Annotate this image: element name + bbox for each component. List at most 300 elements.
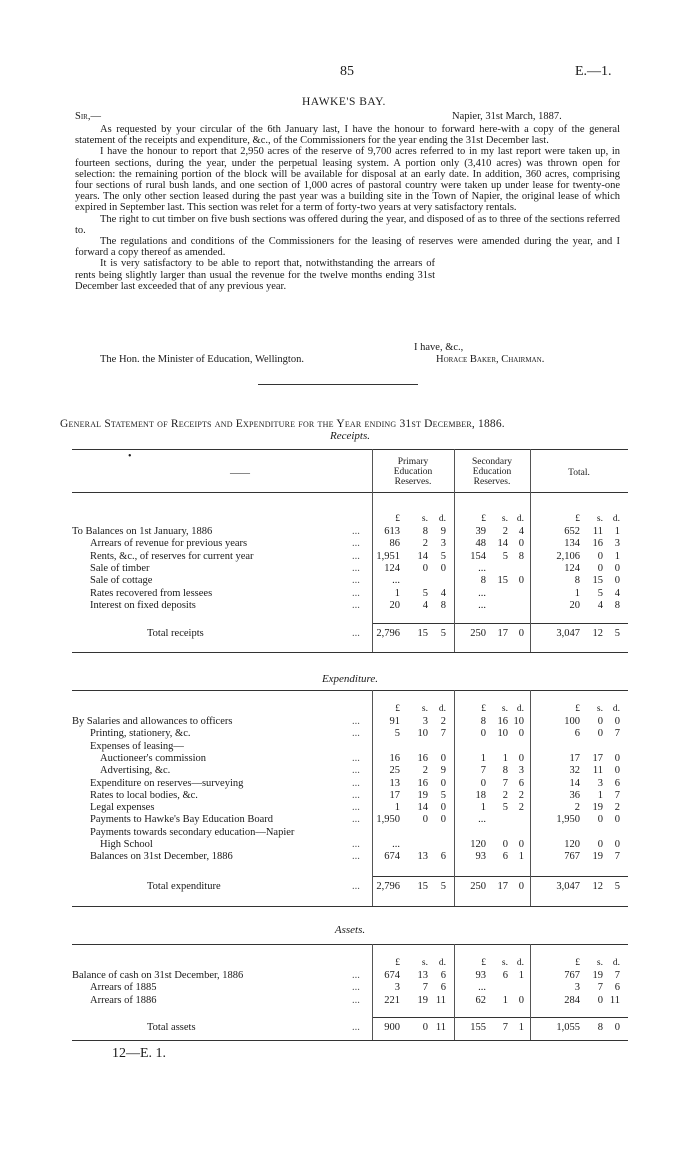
amount-pounds: 767 <box>564 970 580 981</box>
column-separator <box>530 690 531 906</box>
amount-pounds: 1,951 <box>376 550 400 562</box>
amount-shillings: 17 <box>497 628 508 639</box>
amount-pounds: 3 <box>574 982 580 994</box>
paragraph: The regulations and conditions of the Commissioners for the leasing of reserves were amended during the year, and I forward a copy thereof as amended. <box>75 236 620 259</box>
column-separator <box>372 944 373 1040</box>
leader-dots: ... <box>352 814 360 826</box>
amount-pounds: 93 <box>475 851 486 863</box>
amount-pounds: 2 <box>574 802 580 814</box>
total-column-header: Total. <box>568 468 590 478</box>
amount-shillings: 2 <box>422 538 428 550</box>
amount-pence: 7 <box>614 851 620 863</box>
amount-shillings: 0 <box>422 814 428 826</box>
amount-pounds: 20 <box>389 599 400 611</box>
amount-pounds: 652 <box>564 526 580 537</box>
statement-title: General Statement of Receipts and Expenditure for the Year ending 31st December, 1886. <box>60 418 505 430</box>
amount-pence: 8 <box>440 599 446 611</box>
amount-pounds: 13 <box>389 777 400 789</box>
amount-pence: 0 <box>614 575 620 587</box>
currency-header: £ <box>575 958 580 968</box>
currency-header: d. <box>516 514 524 524</box>
currency-header: d. <box>438 958 446 968</box>
amount-shillings: 3 <box>422 716 428 727</box>
amount-pounds: 7 <box>480 765 486 777</box>
primary-column-header: Primary Education Reserves. <box>393 457 433 487</box>
leader-dots: ... <box>352 587 360 599</box>
amount-pounds: 18 <box>475 789 486 801</box>
amount-pounds: 1 <box>574 587 580 599</box>
amount-pence: 9 <box>440 765 446 777</box>
receipts-row-label: Arrears of revenue for previous years <box>90 538 248 550</box>
amount-pounds: 154 <box>470 550 486 562</box>
amount-pounds: 221 <box>384 994 400 1006</box>
assets-total-label: Total assets <box>147 1022 196 1033</box>
leader-dots: ... <box>352 550 360 562</box>
assets-row-label: Arrears of 1886 <box>90 994 157 1006</box>
amount-pounds: 155 <box>470 1022 486 1033</box>
column-separator <box>454 944 455 1040</box>
assets-row-label: Arrears of 1885 <box>90 982 157 994</box>
amount-shillings: 5 <box>422 587 428 599</box>
amount-shillings: 0 <box>597 562 603 574</box>
amount-pence: 3 <box>440 538 446 550</box>
amount-pence: 0 <box>440 802 446 814</box>
amount-pounds: 0 <box>480 777 486 789</box>
amount-shillings: 8 <box>422 526 428 537</box>
amount-pence: 1 <box>518 851 524 863</box>
amount-shillings: 2 <box>422 765 428 777</box>
amount-pounds: 1 <box>480 752 486 764</box>
currency-header: d. <box>612 704 620 714</box>
amount-pence: 6 <box>614 982 620 994</box>
amount-pounds: 32 <box>569 765 580 777</box>
currency-header: £ <box>481 704 486 714</box>
bullet: • <box>128 451 132 462</box>
amount-shillings: 11 <box>592 765 603 777</box>
amount-pence: 8 <box>614 599 620 611</box>
amount-shillings: 1 <box>597 789 603 801</box>
amount-pence: 2 <box>518 802 524 814</box>
amount-pounds: 1 <box>394 587 400 599</box>
amount-pounds: 25 <box>389 765 400 777</box>
secondary-column-header: Secondary Education Reserves. <box>471 457 513 487</box>
amount-shillings: 0 <box>422 1022 428 1033</box>
amount-shillings: 11 <box>592 526 603 537</box>
amount-pence: 11 <box>435 1022 446 1033</box>
amount-shillings: 14 <box>417 802 428 814</box>
amount-pence: 1 <box>614 550 620 562</box>
expenditure-row-label: Legal expenses <box>90 802 155 814</box>
amount-pence: 4 <box>440 587 446 599</box>
amount-pounds: 3,047 <box>556 628 580 639</box>
assets-total-rule <box>372 1017 628 1018</box>
page-number: 85 <box>340 64 354 79</box>
leader-dots: ... <box>352 728 360 740</box>
amount-shillings: 7 <box>502 777 508 789</box>
amount-shillings: 0 <box>597 716 603 727</box>
amount-pounds: 91 <box>389 716 400 727</box>
amount-shillings: 5 <box>502 550 508 562</box>
amount-shillings: 2 <box>502 789 508 801</box>
amount-shillings: 15 <box>417 881 428 892</box>
page-heading: HAWKE'S BAY. <box>302 96 386 108</box>
amount-pence: 0 <box>614 765 620 777</box>
amount-shillings: 1 <box>502 994 508 1006</box>
currency-header: s. <box>596 704 603 714</box>
amount-shillings: 19 <box>417 994 428 1006</box>
amount-pence: 0 <box>440 814 446 826</box>
amount-shillings: 7 <box>597 982 603 994</box>
amount-pence: 5 <box>440 628 446 639</box>
amount-pence: 3 <box>518 765 524 777</box>
salutation: Sir,— <box>75 111 101 122</box>
amount-pence: 0 <box>440 777 446 789</box>
amount-pence: 3 <box>614 538 620 550</box>
amount-pounds: 674 <box>384 851 400 863</box>
expenditure-row-label: Payments towards secondary education—Napier <box>90 826 295 838</box>
amount-pence: 6 <box>440 982 446 994</box>
divider <box>258 384 418 385</box>
amount-shillings: 12 <box>592 628 603 639</box>
amount-pence: 0 <box>614 814 620 826</box>
letter-body <box>75 124 620 292</box>
amount-shillings: 17 <box>497 881 508 892</box>
amount-pence: 1 <box>614 526 620 537</box>
leader-dots: ... <box>352 752 360 764</box>
assets-title: Assets. <box>334 924 366 936</box>
amount-pence: 6 <box>440 851 446 863</box>
leader-dots: ... <box>352 881 360 892</box>
amount-shillings: 15 <box>497 575 508 587</box>
amount-shillings: 3 <box>597 777 603 789</box>
amount-shillings: 6 <box>502 851 508 863</box>
place-date: Napier, 31st March, 1887. <box>452 111 562 122</box>
column-separator <box>454 690 455 906</box>
amount-shillings: 1 <box>502 752 508 764</box>
currency-header: s. <box>596 514 603 524</box>
amount-pounds: 3,047 <box>556 881 580 892</box>
amount-shillings: 0 <box>597 994 603 1006</box>
amount-shillings: 14 <box>417 550 428 562</box>
amount-shillings: 4 <box>422 599 428 611</box>
signatory: Horace Baker, Chairman. <box>436 354 545 365</box>
amount-pounds: 93 <box>475 970 486 981</box>
amount-shillings: 19 <box>417 789 428 801</box>
assets-top-rule <box>72 944 628 945</box>
currency-header: s. <box>421 704 428 714</box>
amount-shillings: 7 <box>502 1022 508 1033</box>
leader-dots: ... <box>352 575 360 587</box>
amount-shillings: 16 <box>417 752 428 764</box>
amount-pounds: 5 <box>394 728 400 740</box>
amount-shillings: 19 <box>592 802 603 814</box>
amount-shillings: 17 <box>592 752 603 764</box>
receipts-row-label: Rents, &c., of reserves for current year <box>90 550 254 562</box>
amount-pounds: 1 <box>394 802 400 814</box>
amount-shillings: 16 <box>417 777 428 789</box>
amount-pounds: 100 <box>564 716 580 727</box>
amount-pence: 7 <box>614 728 620 740</box>
amount-pence: 8 <box>518 550 524 562</box>
amount-pounds: 17 <box>569 752 580 764</box>
currency-header: £ <box>575 514 580 524</box>
amount-pounds: 2,106 <box>556 550 580 562</box>
receipts-row-label: To Balances on 1st January, 1886 <box>72 526 213 537</box>
amount-pence: 0 <box>440 562 446 574</box>
amount-pounds: 6 <box>574 728 580 740</box>
amount-pence: 7 <box>614 970 620 981</box>
amount-pounds: 8 <box>480 716 486 727</box>
amount-pounds: 1,055 <box>556 1022 580 1033</box>
amount-shillings: 16 <box>497 716 508 727</box>
expenditure-row-label: Balances on 31st December, 1886 <box>90 851 233 863</box>
amount-pence: 0 <box>614 839 620 850</box>
series-code: E.—1. <box>575 64 612 79</box>
amount-pence: 6 <box>614 777 620 789</box>
header-rule <box>72 492 628 493</box>
amount-pounds: 124 <box>564 562 580 574</box>
amount-shillings: 16 <box>592 538 603 550</box>
amount-pounds: 48 <box>475 538 486 550</box>
receipts-total-label: Total receipts <box>147 628 204 639</box>
receipts-title: Receipts. <box>329 430 370 442</box>
amount-pounds: 124 <box>384 562 400 574</box>
expenditure-row-label: Advertising, &c. <box>100 765 171 777</box>
currency-header: £ <box>575 704 580 714</box>
receipts-row-label: Sale of timber <box>90 562 150 574</box>
column-separator <box>530 944 531 1040</box>
paragraph: The right to cut timber on five bush sections was offered during the year, and disposed of as to three of the sections referred to. <box>75 213 620 236</box>
amount-shillings: 4 <box>597 599 603 611</box>
amount-pounds: 2,796 <box>376 628 400 639</box>
amount-pounds: ... <box>392 575 400 587</box>
assets-bottom-rule <box>72 1040 628 1041</box>
amount-shillings: 6 <box>502 970 508 981</box>
amount-pence: 0 <box>518 994 524 1006</box>
amount-pence: 0 <box>518 728 524 740</box>
amount-pence: 2 <box>440 716 446 727</box>
amount-shillings: 10 <box>417 728 428 740</box>
leader-dots: ... <box>352 628 360 639</box>
amount-shillings: 19 <box>592 851 603 863</box>
amount-pence: 4 <box>518 526 524 537</box>
amount-pounds: 16 <box>389 752 400 764</box>
amount-pence: 0 <box>518 628 524 639</box>
amount-shillings: 15 <box>417 628 428 639</box>
amount-pounds: 3 <box>394 982 400 994</box>
amount-pounds: ... <box>478 587 486 599</box>
leader-dots: ... <box>352 839 360 850</box>
amount-pounds: 613 <box>384 526 400 537</box>
amount-pence: 7 <box>614 789 620 801</box>
amount-pounds: 36 <box>569 789 580 801</box>
amount-pence: 5 <box>440 550 446 562</box>
amount-pence: 10 <box>513 716 524 727</box>
amount-pence: 6 <box>440 970 446 981</box>
leader-dots: ... <box>352 982 360 994</box>
amount-pence: 0 <box>614 752 620 764</box>
expenditure-row-label: Expenses of leasing— <box>90 740 184 752</box>
amount-pounds: 900 <box>384 1022 400 1033</box>
amount-shillings: 0 <box>502 839 508 850</box>
amount-pounds: 250 <box>470 881 486 892</box>
leader-dots: ... <box>352 851 360 863</box>
expenditure-row-label: Expenditure on reserves—surveying <box>90 777 244 789</box>
amount-pounds: ... <box>478 814 486 826</box>
amount-pence: 11 <box>435 994 446 1006</box>
leader-dots: ... <box>352 562 360 574</box>
amount-pence: 0 <box>518 752 524 764</box>
amount-pounds: 120 <box>470 839 486 850</box>
expenditure-row-label: Rates to local bodies, &c. <box>90 789 198 801</box>
leader-dots: ... <box>352 789 360 801</box>
amount-shillings: 0 <box>597 814 603 826</box>
amount-pounds: 120 <box>564 839 580 850</box>
receipts-row-label: Rates recovered from lessees <box>90 587 213 599</box>
amount-pounds: 1,950 <box>556 814 580 826</box>
leader-dots: ... <box>352 970 360 981</box>
amount-pounds: 8 <box>574 575 580 587</box>
amount-shillings: 19 <box>592 970 603 981</box>
amount-pence: 6 <box>518 777 524 789</box>
amount-pounds: 20 <box>569 599 580 611</box>
expenditure-title: Expenditure. <box>321 673 379 685</box>
paragraph: I have the honour to report that 2,950 acres of the reserve of 9,700 acres referred to in my last report were taken up, in fourteen sections, during the year, under the perpetual leasing system. A portion only (3,410 acres) was thrown open for selection: the remaining portion of the block will be available for disposal at an early date. In addition, 360 acres, comprising four sections of rural bush lands, and one section of 1,000 acres of pastoral country were taken up under lease for twenty-one years. The only other section leased during the past year was a building site in the Town of Napier, the original lease of which expired in September last. This section was relet for a term of forty-two years at very satisfactory rentals. <box>75 146 620 214</box>
amount-pounds: 284 <box>564 994 580 1006</box>
expenditure-row-label: Printing, stationery, &c. <box>90 728 191 740</box>
leader-dots: ... <box>352 777 360 789</box>
amount-pence: 0 <box>518 881 524 892</box>
currency-header: d. <box>438 704 446 714</box>
expenditure-row-label: High School <box>100 839 153 850</box>
currency-header: s. <box>421 514 428 524</box>
receipts-top-rule <box>72 449 628 450</box>
expenditure-row-label: Payments to Hawke's Bay Education Board <box>90 814 273 826</box>
expenditure-row-label: By Salaries and allowances to officers <box>72 716 233 727</box>
amount-pounds: 8 <box>480 575 486 587</box>
amount-shillings: 13 <box>417 851 428 863</box>
amount-shillings: 8 <box>502 765 508 777</box>
amount-pence: 0 <box>614 716 620 727</box>
leader-dots: ... <box>352 538 360 550</box>
amount-pence: 2 <box>518 789 524 801</box>
footer-signature: 12—E. 1. <box>112 1046 167 1061</box>
leader-dots: ... <box>352 802 360 814</box>
leader-dots: ... <box>352 599 360 611</box>
amount-pounds: ... <box>478 982 486 994</box>
leader-dots: ... <box>352 526 360 537</box>
amount-shillings: 14 <box>497 538 508 550</box>
leader-dots: ... <box>352 994 360 1006</box>
amount-shillings: 0 <box>597 728 603 740</box>
addressee: The Hon. the Minister of Education, Wellington. <box>100 354 304 365</box>
amount-shillings: 13 <box>417 970 428 981</box>
amount-pence: 5 <box>440 881 446 892</box>
leader-dots: ... <box>352 1022 360 1033</box>
currency-header: s. <box>501 704 508 714</box>
expenditure-total-rule <box>372 876 628 877</box>
currency-header: s. <box>501 958 508 968</box>
amount-pence: 1 <box>518 970 524 981</box>
amount-shillings: 7 <box>422 982 428 994</box>
amount-pence: 0 <box>614 1022 620 1033</box>
column-separator <box>372 449 373 652</box>
amount-pounds: 134 <box>564 538 580 550</box>
currency-header: d. <box>516 704 524 714</box>
currency-header: £ <box>395 958 400 968</box>
amount-pence: 7 <box>440 728 446 740</box>
amount-shillings: 5 <box>597 587 603 599</box>
amount-shillings: 12 <box>592 881 603 892</box>
amount-shillings: 0 <box>422 562 428 574</box>
amount-pounds: ... <box>478 562 486 574</box>
amount-pounds: 674 <box>384 970 400 981</box>
amount-shillings: 2 <box>502 526 508 537</box>
receipts-row-label: Interest on fixed deposits <box>90 599 196 611</box>
currency-header: £ <box>395 704 400 714</box>
amount-pence: 5 <box>440 789 446 801</box>
column-separator <box>530 449 531 652</box>
amount-shillings: 15 <box>592 575 603 587</box>
amount-pounds: 0 <box>480 728 486 740</box>
currency-header: £ <box>395 514 400 524</box>
receipts-total-rule <box>372 623 628 624</box>
paragraph: It is very satisfactory to be able to report that, notwithstanding the arrears of rents being slightly larger than usual the revenue for the twelve months ending 31st December last exceeded that of any previous year. <box>75 258 435 292</box>
amount-pence: 2 <box>614 802 620 814</box>
amount-pence: 9 <box>440 526 446 537</box>
expenditure-total-label: Total expenditure <box>147 881 221 892</box>
currency-header: d. <box>438 514 446 524</box>
leader-dots: ... <box>352 765 360 777</box>
currency-header: s. <box>596 958 603 968</box>
currency-header: d. <box>612 514 620 524</box>
amount-shillings: 5 <box>502 802 508 814</box>
column-separator <box>372 690 373 906</box>
assets-row-label: Balance of cash on 31st December, 1886 <box>72 970 244 981</box>
amount-pence: 0 <box>518 575 524 587</box>
receipts-bottom-rule <box>72 652 628 653</box>
amount-pence: 4 <box>614 587 620 599</box>
expenditure-bottom-rule <box>72 906 628 907</box>
currency-header: d. <box>612 958 620 968</box>
amount-pence: 1 <box>518 1022 524 1033</box>
amount-shillings: 0 <box>597 839 603 850</box>
currency-header: d. <box>516 958 524 968</box>
currency-header: £ <box>481 514 486 524</box>
amount-pounds: 14 <box>569 777 580 789</box>
amount-shillings: 0 <box>597 550 603 562</box>
receipts-row-label: Sale of cottage <box>90 575 153 587</box>
amount-pence: 11 <box>609 994 620 1006</box>
amount-pounds: 86 <box>389 538 400 550</box>
amount-pence: 0 <box>518 538 524 550</box>
amount-pounds: ... <box>392 839 400 850</box>
currency-header: s. <box>421 958 428 968</box>
amount-shillings: 8 <box>597 1022 603 1033</box>
column-separator <box>454 449 455 652</box>
amount-pounds: 17 <box>389 789 400 801</box>
amount-pounds: 1 <box>480 802 486 814</box>
currency-header: s. <box>501 514 508 524</box>
amount-pounds: 62 <box>475 994 486 1006</box>
expenditure-top-rule <box>72 690 628 691</box>
amount-shillings: 10 <box>497 728 508 740</box>
closing: I have, &c., <box>414 342 464 353</box>
amount-pence: 0 <box>614 562 620 574</box>
amount-pence: 0 <box>440 752 446 764</box>
amount-pounds: 2,796 <box>376 881 400 892</box>
amount-pence: 5 <box>614 628 620 639</box>
